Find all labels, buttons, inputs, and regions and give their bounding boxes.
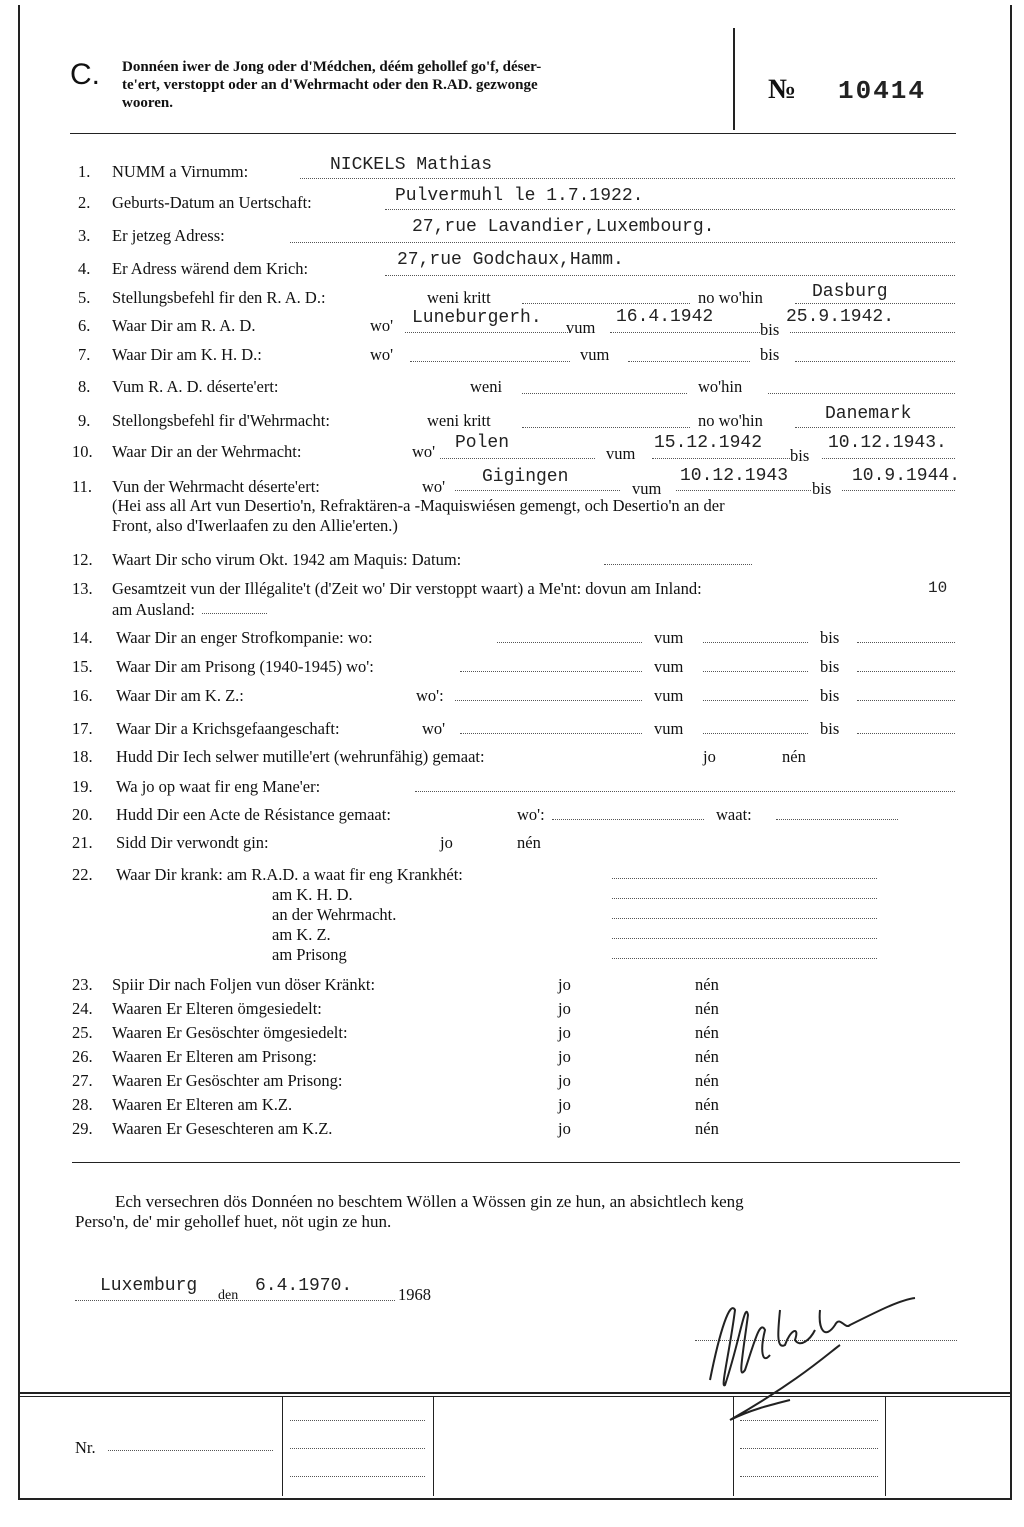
section-rule	[72, 1162, 960, 1163]
row-number: 26.	[72, 1047, 93, 1066]
header-title-line: wooren.	[122, 95, 173, 111]
weni-label: weni kritt	[427, 288, 491, 307]
place-value: Luxemburg	[100, 1276, 198, 1296]
vum-label: vum	[566, 318, 596, 337]
row-number: 28.	[72, 1095, 93, 1114]
row-number: 18.	[72, 747, 93, 766]
header-rule	[70, 133, 956, 134]
nen-option[interactable]: nén	[695, 1119, 719, 1138]
bis-label: bis	[760, 345, 780, 364]
nen-option[interactable]: nén	[695, 999, 719, 1018]
bis-field-line	[857, 642, 955, 643]
row-25	[72, 1023, 348, 1043]
nen-option[interactable]: nén	[517, 833, 541, 852]
bis-label: bis	[812, 479, 832, 498]
name-field-line	[300, 178, 955, 179]
row-8	[78, 377, 279, 397]
header-divider	[733, 28, 735, 130]
wo-field-line	[497, 642, 642, 643]
row-label: Er jetzeg Adress:	[112, 226, 225, 245]
jo-option[interactable]: jo	[558, 1119, 571, 1138]
row-label: Vum R. A. D. déserte'ert:	[112, 377, 279, 396]
row-label: Waaren Er Elteren am Prisong:	[112, 1047, 317, 1066]
weni-label: weni	[470, 377, 503, 396]
row-number: 23.	[72, 975, 93, 994]
row-26	[72, 1047, 317, 1067]
ausland-label: am Ausland:	[112, 600, 195, 619]
row-note: (Hei ass all Art vun Desertio'n, Refraktären-a -Maquiswiésen gemengt, och Desertio'n an der	[112, 496, 725, 515]
wo-label: wo'	[412, 442, 436, 461]
bis-field-line	[822, 458, 955, 459]
row-17	[72, 719, 340, 739]
row-number: 21.	[72, 833, 93, 852]
vum-label: vum	[654, 719, 684, 738]
row-label: Waart Dir scho virum Okt. 1942 am Maquis: Datum:	[112, 550, 462, 569]
footer-rule	[18, 1392, 1010, 1394]
number-sign: №	[768, 74, 797, 105]
date-value: 6.4.1970.	[255, 1276, 353, 1296]
row-number: 14.	[72, 628, 93, 647]
nr-field-line	[108, 1450, 273, 1451]
row-number: 4.	[78, 259, 91, 278]
birth-field-line	[385, 209, 955, 210]
jo-option[interactable]: jo	[440, 833, 453, 852]
row-label: Waar Dir am K. Z.:	[116, 686, 244, 705]
row-label: Waar Dir am K. H. D.:	[112, 345, 262, 364]
row-label: Waaren Er Geseschteren am K.Z.	[112, 1119, 333, 1138]
address-field-line	[290, 242, 955, 243]
row-number: 16.	[72, 686, 93, 705]
vum-field-line	[703, 733, 808, 734]
row-29	[72, 1119, 332, 1139]
illness-sub-label: am K. Z.	[272, 925, 331, 944]
jo-option[interactable]: jo	[558, 975, 571, 994]
ausland-field-line	[202, 613, 267, 614]
wo-field-line	[410, 361, 570, 362]
document-number: 10414	[838, 76, 927, 106]
row-14	[72, 628, 373, 648]
vum-label: vum	[654, 657, 684, 676]
bis-field-line	[790, 332, 955, 333]
row-number: 27.	[72, 1071, 93, 1090]
vum-label: vum	[580, 345, 610, 364]
wo-field-line	[455, 490, 620, 491]
row-label: Waar Dir an enger Strofkompanie: wo:	[116, 628, 373, 647]
wohin-value: Danemark	[825, 404, 912, 424]
illness-field-line	[612, 958, 877, 959]
wohin-field-line	[768, 393, 955, 394]
row-22	[72, 865, 463, 885]
row-label: Er Adress wärend dem Krich:	[112, 259, 309, 278]
row-label: Waaren Er Elteren am K.Z.	[112, 1095, 293, 1114]
row-label: Waaren Er Gesöschter ömgesiedelt:	[112, 1023, 348, 1042]
weni-label: weni kritt	[427, 411, 491, 430]
bis-value: 10.9.1944.	[852, 466, 961, 486]
row-19	[72, 777, 320, 797]
row-1	[78, 162, 248, 182]
row-label: Waaren Er Elteren ömgesiedelt:	[112, 999, 322, 1018]
row-label: Sidd Dir verwondt gin:	[116, 833, 269, 852]
jo-option[interactable]: jo	[703, 747, 716, 766]
vum-value: 10.12.1943	[680, 466, 789, 486]
printed-year: 1968	[398, 1285, 431, 1304]
illness-sub-label: am Prisong	[272, 945, 347, 964]
bis-label: bis	[820, 628, 840, 647]
row-15	[72, 657, 374, 677]
row-24	[72, 999, 322, 1019]
row-label: Gesamtzeit vun der Illégalite't (d'Zeit wo' Dir verstoppt waart) a Me'nt: dovun am Inland:	[112, 579, 702, 598]
wo-value: Polen	[455, 433, 510, 453]
footer-field-line	[290, 1420, 425, 1421]
row-number: 22.	[72, 865, 93, 884]
row-label: Waaren Er Gesöschter am Prisong:	[112, 1071, 343, 1090]
row-label: Waar Dir am R. A. D.	[112, 316, 256, 335]
row-10	[72, 442, 301, 462]
nen-option[interactable]: nén	[695, 1071, 719, 1090]
wo-label: wo'	[422, 719, 446, 738]
footer-field-line	[290, 1476, 425, 1477]
jo-option[interactable]: jo	[558, 1023, 571, 1042]
vum-field-line	[703, 700, 808, 701]
wo-field-line	[552, 819, 704, 820]
header-title	[122, 58, 541, 112]
row-label: Wa jo op waat fir eng Mane'er:	[116, 777, 321, 796]
manner-field-line	[415, 791, 955, 792]
row-label: Hudd Dir een Acte de Résistance gemaat:	[116, 805, 391, 824]
wo-label: wo'	[370, 345, 394, 364]
weni-field-line	[522, 427, 690, 428]
row-number: 9.	[78, 411, 91, 430]
footer-rule	[18, 1396, 1010, 1397]
footer-divider	[433, 1396, 434, 1496]
wohin-value: Dasburg	[812, 282, 888, 302]
bis-value: 25.9.1942.	[786, 307, 895, 327]
wo-value: Gigingen	[482, 467, 569, 487]
row-number: 11.	[72, 477, 93, 496]
inland-value: 10	[928, 579, 948, 597]
declaration-line: Ech versechren dös Donnéen no beschtem Wöllen a Wössen gin ze hun, an absichtlech keng	[115, 1192, 744, 1211]
row-label: Stellungsbefehl fir den R. A. D.:	[112, 288, 326, 307]
row-number: 1.	[78, 162, 91, 181]
wohin-field-line	[795, 303, 955, 304]
header-title-line: Donnéen iwer de Jong oder d'Médchen, déém gehollef go'f, déser-	[122, 59, 542, 75]
row-12	[72, 550, 461, 570]
row-number: 5.	[78, 288, 91, 307]
wohin-label: wo'hin	[698, 377, 743, 396]
wo-field-line	[440, 458, 595, 459]
footer-divider	[733, 1396, 734, 1496]
footer-field-line	[740, 1448, 878, 1449]
illness-field-line	[612, 878, 877, 879]
vum-field-line	[703, 642, 808, 643]
wo-field-line	[455, 700, 642, 701]
row-4	[78, 259, 308, 279]
row-label: Geburts-Datum an Uertschaft:	[112, 193, 312, 212]
footer-field-line	[740, 1476, 878, 1477]
address-value: 27,rue Lavandier,Luxembourg.	[412, 217, 715, 237]
wo-value: Luneburgerh.	[412, 308, 542, 328]
row-number: 24.	[72, 999, 93, 1018]
row-number: 25.	[72, 1023, 93, 1042]
nen-option[interactable]: nén	[782, 747, 806, 766]
row-2	[78, 193, 312, 213]
waat-field-line	[776, 819, 898, 820]
footer-divider	[282, 1396, 283, 1496]
weni-field-line	[522, 303, 690, 304]
row-23	[72, 975, 375, 995]
wo-label: wo':	[517, 805, 545, 824]
row-label: NUMM a Virnumm:	[112, 162, 249, 181]
section-letter: C.	[70, 58, 100, 91]
row-16	[72, 686, 244, 706]
row-11	[72, 477, 320, 497]
jo-option[interactable]: jo	[558, 1095, 571, 1114]
row-18	[72, 747, 485, 767]
row-label: Waar Dir a Krichsgefaangeschaft:	[116, 719, 340, 738]
bis-label: bis	[820, 657, 840, 676]
row-20	[72, 805, 391, 825]
footer-field-line	[290, 1448, 425, 1449]
row-number: 17.	[72, 719, 93, 738]
row-7	[78, 345, 262, 365]
vum-field-line	[676, 490, 811, 491]
vum-field-line	[652, 458, 792, 459]
row-21	[72, 833, 269, 853]
weni-field-line	[522, 393, 687, 394]
vum-value: 15.12.1942	[654, 433, 763, 453]
vum-label: vum	[606, 444, 636, 463]
row-28	[72, 1095, 292, 1115]
bis-field-line	[857, 733, 955, 734]
war-address-field-line	[385, 275, 955, 276]
row-27	[72, 1071, 343, 1091]
vum-label: vum	[654, 686, 684, 705]
wo-label: wo':	[416, 686, 444, 705]
nen-option[interactable]: nén	[695, 1023, 719, 1042]
bis-field-line	[842, 490, 955, 491]
bis-value: 10.12.1943.	[828, 433, 947, 453]
bis-field-line	[795, 361, 955, 362]
row-number: 8.	[78, 377, 91, 396]
nen-option[interactable]: nén	[695, 1095, 719, 1114]
row-label: Vun der Wehrmacht déserte'ert:	[112, 477, 320, 496]
vum-field-line	[610, 332, 760, 333]
bis-label: bis	[760, 320, 780, 339]
row-label: Stellongsbefehl fir d'Wehrmacht:	[112, 411, 330, 430]
illness-field-line	[612, 898, 877, 899]
vum-value: 16.4.1942	[616, 307, 714, 327]
row-label: Waar Dir an der Wehrmacht:	[112, 442, 302, 461]
row-number: 2.	[78, 193, 91, 212]
row-13	[72, 579, 702, 599]
wo-label: wo'	[422, 477, 446, 496]
nen-option[interactable]: nén	[695, 975, 719, 994]
footer-field-line	[740, 1420, 878, 1421]
name-value: NICKELS Mathias	[330, 155, 493, 175]
vum-field-line	[628, 361, 750, 362]
row-number: 13.	[72, 579, 93, 598]
row-5	[78, 288, 326, 308]
wohin-label: no wo'hin	[698, 288, 763, 307]
row-number: 7.	[78, 345, 91, 364]
vum-field-line	[703, 671, 808, 672]
wo-field-line	[405, 332, 570, 333]
bis-field-line	[857, 700, 955, 701]
bis-label: bis	[790, 446, 810, 465]
row-6	[78, 316, 255, 336]
illness-field-line	[612, 938, 877, 939]
illness-field-line	[612, 918, 877, 919]
row-label: Hudd Dir Iech selwer mutille'ert (wehrunfähig) gemaat:	[116, 747, 485, 766]
nen-option[interactable]: nén	[695, 1047, 719, 1066]
jo-option[interactable]: jo	[558, 1047, 571, 1066]
row-number: 6.	[78, 316, 91, 335]
waat-label: waat:	[716, 805, 752, 824]
row-number: 15.	[72, 657, 93, 676]
illness-sub-label: am K. H. D.	[272, 885, 353, 904]
den-label: den	[218, 1288, 239, 1303]
footer-divider	[885, 1396, 886, 1496]
row-number: 20.	[72, 805, 93, 824]
row-label: Spiir Dir nach Foljen vun döser Kränkt:	[112, 975, 376, 994]
maquis-date-line	[604, 564, 752, 565]
vum-label: vum	[632, 479, 662, 498]
war-address-value: 27,rue Godchaux,Hamm.	[397, 250, 624, 270]
row-number: 19.	[72, 777, 93, 796]
bis-label: bis	[820, 719, 840, 738]
header-title-line: te'ert, verstoppt oder an d'Wehrmacht oder den R.AD. gezwonge	[122, 77, 538, 93]
row-note: Front, also d'Iwerlaafen zu den Allie'erten.)	[112, 516, 398, 535]
birth-value: Pulvermuhl le 1.7.1922.	[395, 186, 644, 206]
row-label: Waar Dir krank: am R.A.D. a waat fir eng Krankhét:	[116, 865, 463, 884]
vum-label: vum	[654, 628, 684, 647]
wohin-label: no wo'hin	[698, 411, 763, 430]
nr-label: Nr.	[75, 1438, 96, 1457]
wo-field-line	[460, 671, 642, 672]
bis-field-line	[857, 671, 955, 672]
illness-sub-label: an der Wehrmacht.	[272, 905, 397, 924]
row-number: 10.	[72, 442, 93, 461]
bis-label: bis	[820, 686, 840, 705]
row-label: Waar Dir am Prisong (1940-1945) wo':	[116, 657, 374, 676]
jo-option[interactable]: jo	[558, 1071, 571, 1090]
wohin-field-line	[795, 427, 955, 428]
row-9	[78, 411, 330, 431]
row-number: 3.	[78, 226, 91, 245]
wo-field-line	[460, 733, 642, 734]
wo-label: wo'	[370, 316, 394, 335]
row-number: 12.	[72, 550, 93, 569]
declaration-line: Perso'n, de' mir gehollef huet, nöt ugin ze hun.	[75, 1212, 392, 1231]
row-number: 29.	[72, 1119, 93, 1138]
jo-option[interactable]: jo	[558, 999, 571, 1018]
row-3	[78, 226, 225, 246]
